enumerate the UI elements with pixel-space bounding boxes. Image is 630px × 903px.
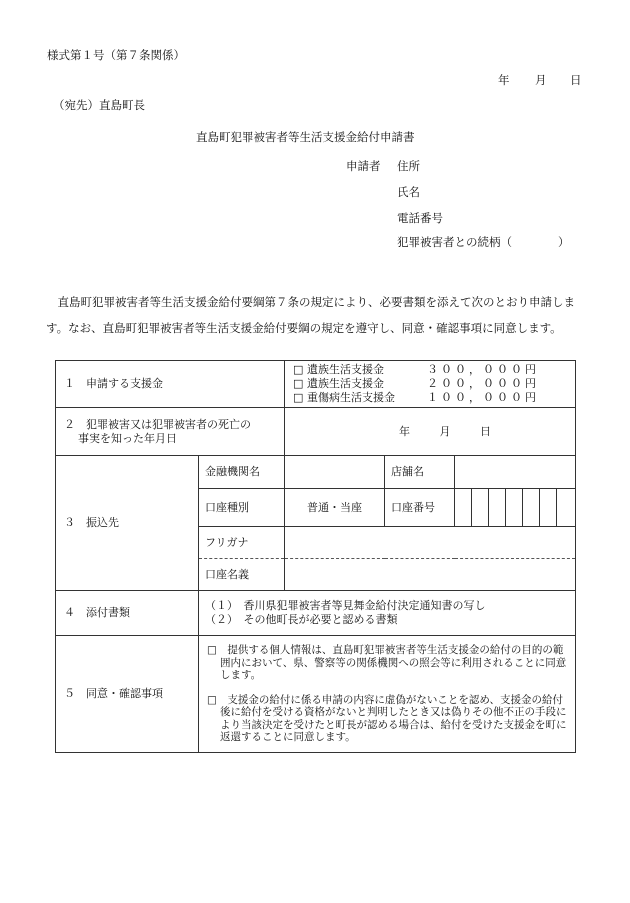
table-row-support-type [56,361,576,408]
consent-item-refund[interactable]: □ 支援金の給付に係る申請の内容に虚偽がないことを認め、支援金の給付後に給付を受ける資格がないと判明したとき又は偽りその他不正の手段により当該決定を受けたと町長が認める場合は、給付を受けた支援金を町に返還することに同意します。 [207,693,567,744]
support-type-label: １ 申請する支援金 [56,361,285,408]
account-number-label: 口座番号 [385,489,455,527]
intro-paragraph: 直島町犯罪被害者等生活支援金給付要綱第７条の規定により、必要書類を添えて次のとおり申請します。なお、直島町犯罪被害者等生活支援金給付要綱の規定を遵守し、同意・確認事項に同意します。 [46,295,575,335]
bank-name-field[interactable] [285,456,385,489]
attachment-item: （２） その他町長が必要と認める書類 [205,613,398,626]
account-type-label: 口座種別 [199,489,285,527]
option-amount: １００，０００円 [427,391,539,404]
option-amount: ２００，０００円 [427,377,539,390]
table-row-date-known [56,408,576,456]
applicant-name-label: 氏名 [397,185,420,199]
option-amount: ３００，０００円 [427,363,539,376]
support-option-3[interactable] [293,391,569,405]
consent-item-privacy[interactable]: □ 提供する個人情報は、直島町犯罪被害者等生活支援金の給付の目的の範囲内において、県、警察等の関係機関への照会等に利用されることに同意します。 [207,644,567,682]
date-month-label: 月 [535,73,547,87]
applicant-phone-label: 電話番号 [397,211,443,225]
support-option-1[interactable] [293,363,569,377]
option-name: 遺族生活支援金 [307,363,384,376]
consent-label: ５ 同意・確認事項 [56,636,199,753]
table-row-consent [56,636,576,753]
branch-name-field[interactable] [455,456,576,489]
account-digit-cell[interactable] [455,489,472,526]
account-digit-cell[interactable] [557,489,573,526]
applicant-address-label: 住所 [397,159,420,173]
bank-name-label: 金融機関名 [199,456,285,489]
support-option-2[interactable] [293,377,569,391]
support-type-options [285,361,576,408]
option-name: 遺族生活支援金 [307,377,384,390]
checkbox-icon[interactable]: □ [293,363,304,376]
account-digit-cell[interactable] [506,489,523,526]
branch-name-label: 店舗名 [385,456,455,489]
account-number-field[interactable] [455,489,576,527]
table-row-attachments [56,591,576,636]
account-name-field[interactable] [285,559,576,591]
account-digit-cell[interactable] [523,489,540,526]
attachment-item: （１） 香川県犯罪被害者等見舞金給付決定通知書の写し [205,599,486,612]
option-name: 重傷病生活支援金 [307,391,395,404]
consent-items [199,636,576,753]
account-type-value[interactable]: 普通・当座 [285,489,385,527]
applicant-relation-label: 犯罪被害者との続柄（ ） [397,235,570,249]
form-number: 様式第１号（第７条関係） [47,48,185,62]
date-known-label: ２ 犯罪被害又は犯罪被害者の死亡の 事実を知った年月日 [56,408,285,456]
account-digit-cell[interactable] [472,489,489,526]
application-table [55,360,576,753]
date-year-label: 年 [498,73,510,87]
date-known-field[interactable]: 年 月 日 [285,408,576,456]
account-digit-cell[interactable] [540,489,557,526]
checkbox-icon[interactable]: □ [293,377,304,390]
page-title: 直島町犯罪被害者等生活支援金給付申請書 [196,130,415,144]
attachments-label: ４ 添付書類 [56,591,199,636]
checkbox-icon[interactable]: □ [293,391,304,404]
addressee: （宛先）直島町長 [53,98,145,112]
account-digit-cell[interactable] [489,489,506,526]
furigana-label: フリガナ [199,527,285,559]
furigana-field[interactable] [285,527,576,559]
transfer-label: ３ 振込先 [56,456,199,591]
table-row-bank [56,456,576,489]
date-day-label: 日 [570,73,582,87]
applicant-label: 申請者 [346,159,381,173]
attachments-list [199,591,576,636]
account-name-label: 口座名義 [199,559,285,591]
